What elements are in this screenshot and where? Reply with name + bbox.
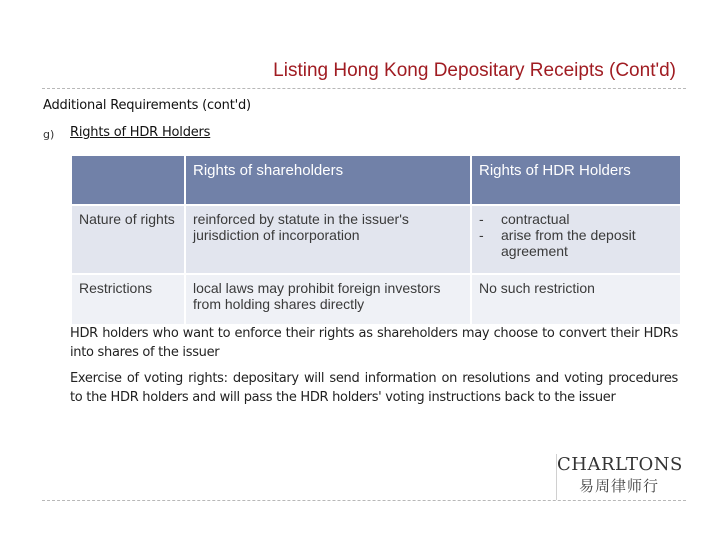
item-heading: Rights of HDR Holders — [70, 125, 211, 140]
table-header-row — [71, 155, 681, 205]
page-title: Listing Hong Kong Depositary Receipts (Cont'd) — [273, 60, 676, 81]
shareholders-restrictions: local laws may prohibit foreign investors from holding shares directly — [185, 274, 471, 325]
row-label-restrictions: Restrictions — [71, 274, 185, 325]
bottom-divider — [42, 500, 686, 501]
logo-english: CHARLTONS — [557, 454, 683, 475]
table-row — [71, 274, 681, 325]
hdr-nature-item: contractual — [501, 211, 570, 227]
shareholders-nature: reinforced by statute in the issuer's jurisdiction of incorporation — [185, 205, 471, 274]
list-item — [479, 227, 673, 259]
table-header-hdr-holders: Rights of HDR Holders — [471, 155, 681, 205]
table-row — [71, 205, 681, 274]
dash-marker: - — [479, 227, 484, 243]
row-label-nature: Nature of rights — [71, 205, 185, 274]
table-header-shareholders: Rights of shareholders — [185, 155, 471, 205]
list-item — [479, 211, 673, 227]
hdr-nature-cell — [471, 205, 681, 274]
section-heading: Additional Requirements (cont'd) — [43, 98, 251, 113]
top-divider — [42, 88, 686, 89]
dash-marker: - — [479, 211, 484, 227]
logo-chinese: 易周律师行 — [578, 477, 659, 495]
bullet-text-convert: HDR holders who want to enforce their rights as shareholders may choose to convert their HDRs into shares of the issuer — [70, 326, 678, 360]
table-header-empty — [71, 155, 185, 205]
charltons-logo — [556, 454, 681, 500]
hdr-nature-list — [479, 211, 673, 259]
bullet-text-voting: Exercise of voting rights: depositary will send information on resolutions and voting procedures to the HDR holders and will pass the HDR holders' voting instructions back to the issuer — [70, 371, 678, 405]
hdr-nature-item: arise from the deposit agreement — [501, 227, 636, 259]
hdr-restrictions: No such restriction — [471, 274, 681, 325]
rights-table — [70, 154, 682, 326]
item-marker: g) — [43, 128, 55, 141]
